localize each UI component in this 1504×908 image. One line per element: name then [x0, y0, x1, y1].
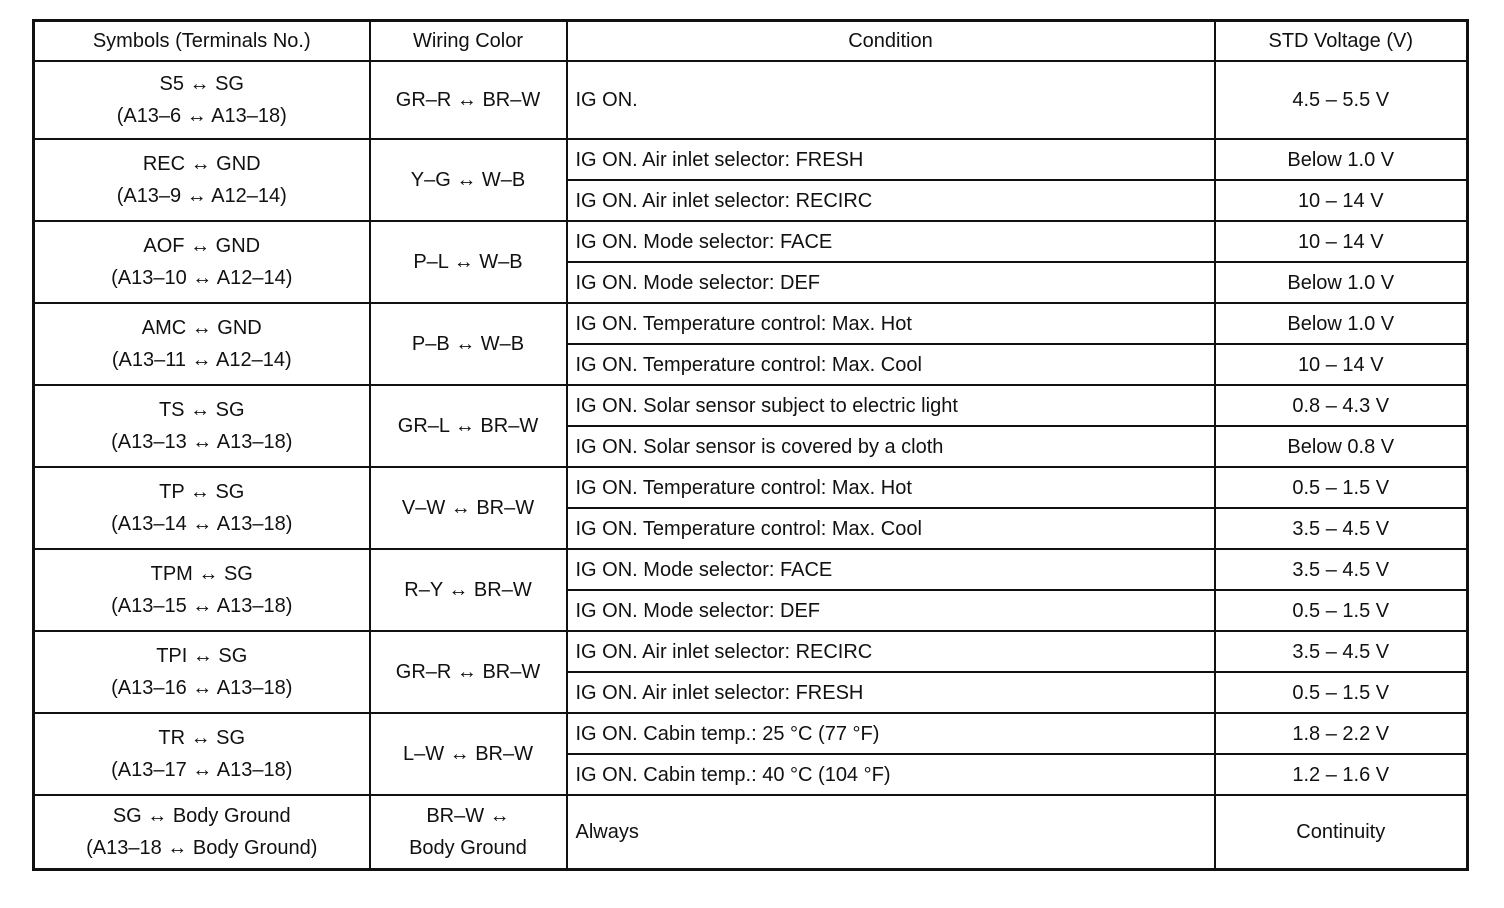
condition-cell: IG ON. Mode selector: FACE	[567, 549, 1215, 590]
table-row	[34, 61, 1468, 139]
condition-cell: IG ON. Temperature control: Max. Hot	[567, 467, 1215, 508]
table-row	[34, 221, 1468, 262]
wiring-color: P–B ↔ W–B	[411, 333, 525, 355]
wiring-color-cell	[370, 385, 567, 467]
header-condition: Condition	[567, 21, 1215, 62]
std-voltage-cell: 0.5 – 1.5 V	[1215, 467, 1468, 508]
terminal-numbers: (A13–15 ↔ A13–18)	[111, 595, 293, 617]
condition-cell: IG ON. Solar sensor subject to electric light	[567, 385, 1215, 426]
header-wiring-color: Wiring Color	[370, 21, 567, 62]
terminal-numbers: (A13–14 ↔ A13–18)	[111, 513, 293, 535]
std-voltage-cell: Below 1.0 V	[1215, 303, 1468, 344]
std-voltage-cell: Below 1.0 V	[1215, 139, 1468, 180]
table-body	[34, 61, 1468, 870]
wiring-color: GR–L ↔ BR–W	[397, 415, 539, 437]
std-voltage-cell: 0.5 – 1.5 V	[1215, 672, 1468, 713]
terminal-numbers: (A13–16 ↔ A13–18)	[111, 677, 293, 699]
wiring-color-cell	[370, 467, 567, 549]
std-voltage-cell: 0.8 – 4.3 V	[1215, 385, 1468, 426]
symbol-cell	[34, 61, 370, 139]
std-voltage-cell: 1.8 – 2.2 V	[1215, 713, 1468, 754]
condition-cell: IG ON. Solar sensor is covered by a cloth	[567, 426, 1215, 467]
table-row	[34, 139, 1468, 180]
header-symbols: Symbols (Terminals No.)	[34, 21, 370, 62]
symbol-cell	[34, 795, 370, 870]
symbol-name: AOF ↔ GND	[143, 235, 261, 257]
wiring-color-cell	[370, 61, 567, 139]
condition-cell: IG ON. Temperature control: Max. Cool	[567, 344, 1215, 385]
wiring-color-cell	[370, 631, 567, 713]
terminal-numbers: (A13–17 ↔ A13–18)	[111, 759, 293, 781]
wiring-color: GR–R ↔ BR–W	[395, 89, 541, 111]
terminal-numbers: (A13–18 ↔ Body Ground)	[86, 837, 318, 859]
symbol-name: TPI ↔ SG	[156, 645, 248, 667]
symbol-cell	[34, 467, 370, 549]
terminal-voltage-table	[32, 19, 1469, 871]
symbol-name: AMC ↔ GND	[141, 317, 262, 339]
condition-cell: IG ON. Mode selector: FACE	[567, 221, 1215, 262]
symbol-name: REC ↔ GND	[142, 153, 261, 175]
header-row	[34, 21, 1468, 62]
condition-cell: IG ON. Air inlet selector: RECIRC	[567, 180, 1215, 221]
symbol-name: TPM ↔ SG	[150, 563, 253, 585]
symbol-name: TP ↔ SG	[159, 481, 245, 503]
terminal-numbers: (A13–6 ↔ A13–18)	[116, 105, 287, 127]
symbol-name: S5 ↔ SG	[159, 73, 244, 95]
condition-cell: IG ON. Temperature control: Max. Hot	[567, 303, 1215, 344]
wiring-color: Body Ground	[409, 837, 527, 859]
table-row	[34, 385, 1468, 426]
wiring-color-cell	[370, 713, 567, 795]
std-voltage-cell: 4.5 – 5.5 V	[1215, 61, 1468, 139]
terminal-numbers: (A13–9 ↔ A12–14)	[116, 185, 287, 207]
condition-cell: IG ON. Mode selector: DEF	[567, 262, 1215, 303]
std-voltage-cell: Continuity	[1215, 795, 1468, 870]
wiring-color-cell	[370, 221, 567, 303]
symbol-cell	[34, 631, 370, 713]
condition-cell: IG ON. Air inlet selector: FRESH	[567, 672, 1215, 713]
table-row	[34, 549, 1468, 590]
condition-cell: IG ON. Mode selector: DEF	[567, 590, 1215, 631]
symbol-cell	[34, 221, 370, 303]
wiring-color: R–Y ↔ BR–W	[404, 579, 532, 601]
condition-cell: IG ON. Cabin temp.: 40 °C (104 °F)	[567, 754, 1215, 795]
terminal-numbers: (A13–10 ↔ A12–14)	[111, 267, 293, 289]
terminal-numbers: (A13–11 ↔ A12–14)	[111, 349, 292, 371]
std-voltage-cell: 0.5 – 1.5 V	[1215, 590, 1468, 631]
std-voltage-cell: Below 0.8 V	[1215, 426, 1468, 467]
symbol-name: SG ↔ Body Ground	[112, 805, 291, 827]
table-row	[34, 631, 1468, 672]
wiring-color: L–W ↔ BR–W	[402, 743, 534, 765]
condition-cell: IG ON. Temperature control: Max. Cool	[567, 508, 1215, 549]
wiring-color: BR–W ↔	[426, 805, 510, 827]
table-row	[34, 713, 1468, 754]
table-row	[34, 303, 1468, 344]
condition-cell: IG ON.	[567, 61, 1215, 139]
wiring-color-cell	[370, 795, 567, 870]
table-row	[34, 467, 1468, 508]
wiring-color-cell	[370, 303, 567, 385]
symbol-name: TS ↔ SG	[158, 399, 245, 421]
table-row	[34, 795, 1468, 870]
condition-cell: IG ON. Cabin temp.: 25 °C (77 °F)	[567, 713, 1215, 754]
symbol-cell	[34, 303, 370, 385]
header-std-voltage: STD Voltage (V)	[1215, 21, 1468, 62]
symbol-cell	[34, 139, 370, 221]
std-voltage-cell: 10 – 14 V	[1215, 221, 1468, 262]
std-voltage-cell: 3.5 – 4.5 V	[1215, 631, 1468, 672]
symbol-cell	[34, 385, 370, 467]
condition-cell: IG ON. Air inlet selector: FRESH	[567, 139, 1215, 180]
std-voltage-cell: 3.5 – 4.5 V	[1215, 549, 1468, 590]
wiring-color: Y–G ↔ W–B	[410, 169, 526, 191]
std-voltage-cell: 1.2 – 1.6 V	[1215, 754, 1468, 795]
condition-cell: IG ON. Air inlet selector: RECIRC	[567, 631, 1215, 672]
std-voltage-cell: 3.5 – 4.5 V	[1215, 508, 1468, 549]
symbol-cell	[34, 713, 370, 795]
wiring-color: P–L ↔ W–B	[413, 251, 523, 273]
condition-cell: Always	[567, 795, 1215, 870]
std-voltage-cell: 10 – 14 V	[1215, 344, 1468, 385]
symbol-name: TR ↔ SG	[158, 727, 246, 749]
wiring-color-cell	[370, 549, 567, 631]
wiring-color: V–W ↔ BR–W	[401, 497, 535, 519]
std-voltage-cell: Below 1.0 V	[1215, 262, 1468, 303]
symbol-cell	[34, 549, 370, 631]
wiring-color: GR–R ↔ BR–W	[395, 661, 541, 683]
terminal-numbers: (A13–13 ↔ A13–18)	[111, 431, 293, 453]
wiring-color-cell	[370, 139, 567, 221]
std-voltage-cell: 10 – 14 V	[1215, 180, 1468, 221]
